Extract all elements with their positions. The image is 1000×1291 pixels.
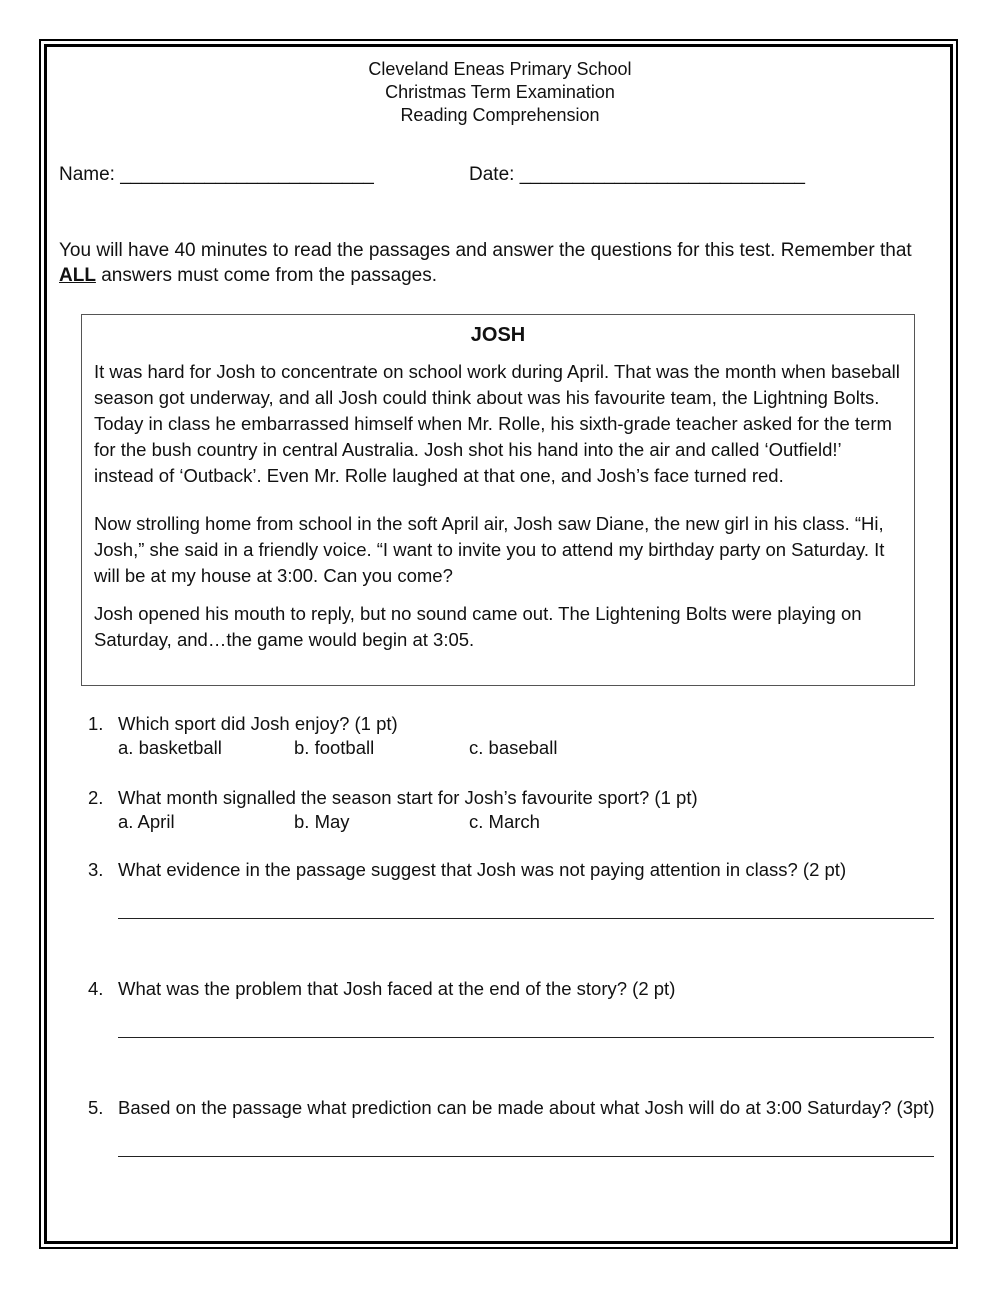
question-number: 1. (88, 713, 104, 734)
student-fields (59, 163, 939, 187)
instructions-line1: You will have 40 minutes to read the passages and answer the questions for this test. Remember that (59, 240, 912, 261)
option-b[interactable]: b. May (294, 811, 350, 832)
question-5 (88, 1096, 948, 1157)
passage-box (81, 314, 915, 686)
question-list (88, 712, 948, 1157)
answer-options (118, 810, 948, 834)
passage-paragraph-1: It was hard for Josh to concentrate on school work during April. That was the month when baseball season got underway, and all Josh could think about was his favourite team, the Lightning Bolts. Today in class he embarrassed himself when Mr. Rolle, his sixth-grade teacher asked for the term for the bush country in central Australia. Josh shot his hand into the air and called ‘Outfield!’ instead of ‘Outback’. Even Mr. Rolle laughed at that one, and Josh’s face turned red. (94, 361, 900, 486)
question-2 (88, 786, 948, 834)
question-text: Based on the passage what prediction can be made about what Josh will do at 3:00 Saturday? (3pt) (118, 1097, 935, 1118)
exam-title: Christmas Term Examination (385, 82, 615, 102)
answer-line[interactable] (118, 1037, 934, 1038)
exam-header (0, 58, 1000, 127)
passage-paragraph-3: Josh opened his mouth to reply, but no sound came out. The Lightening Bolts were playing on Saturday, and…the game would begin at 3:05. (94, 603, 862, 650)
question-number: 4. (88, 978, 104, 999)
question-4 (88, 977, 948, 1038)
option-b[interactable]: b. football (294, 737, 375, 758)
question-number: 5. (88, 1097, 104, 1118)
school-name: Cleveland Eneas Primary School (368, 59, 632, 79)
subject-title: Reading Comprehension (400, 105, 600, 125)
question-text: What month signalled the season start for Josh’s favourite sport? (1 pt) (118, 787, 698, 808)
instructions-line2: answers must come from the passages. (95, 265, 438, 286)
answer-line[interactable] (118, 918, 934, 919)
option-c[interactable]: c. baseball (469, 737, 558, 758)
instructions (59, 238, 949, 288)
question-3 (88, 858, 948, 919)
question-text: Which sport did Josh enjoy? (1 pt) (118, 713, 398, 734)
option-a[interactable]: a. basketball (118, 737, 222, 758)
option-a[interactable]: a. April (118, 811, 175, 832)
question-number: 2. (88, 787, 104, 808)
name-field[interactable]: Name: ________________________ (59, 164, 374, 185)
question-text: What was the problem that Josh faced at the end of the story? (2 pt) (118, 978, 676, 999)
option-c[interactable]: c. March (469, 811, 540, 832)
question-text: What evidence in the passage suggest that Josh was not paying attention in class? (2 pt) (118, 859, 847, 880)
date-field[interactable]: Date: ___________________________ (469, 164, 805, 185)
instructions-emphasis: ALL (59, 265, 96, 286)
answer-line[interactable] (118, 1156, 934, 1157)
question-number: 3. (88, 859, 104, 880)
answer-options (118, 736, 948, 760)
question-1 (88, 712, 948, 760)
passage-paragraph-2: Now strolling home from school in the soft April air, Josh saw Diane, the new girl in his class. “Hi, Josh,” she said in a friendly voice. “I want to invite you to attend my birthday party on Saturday. It will be at my house at 3:00. Can you come? (94, 513, 885, 586)
passage-title: JOSH (470, 324, 526, 346)
